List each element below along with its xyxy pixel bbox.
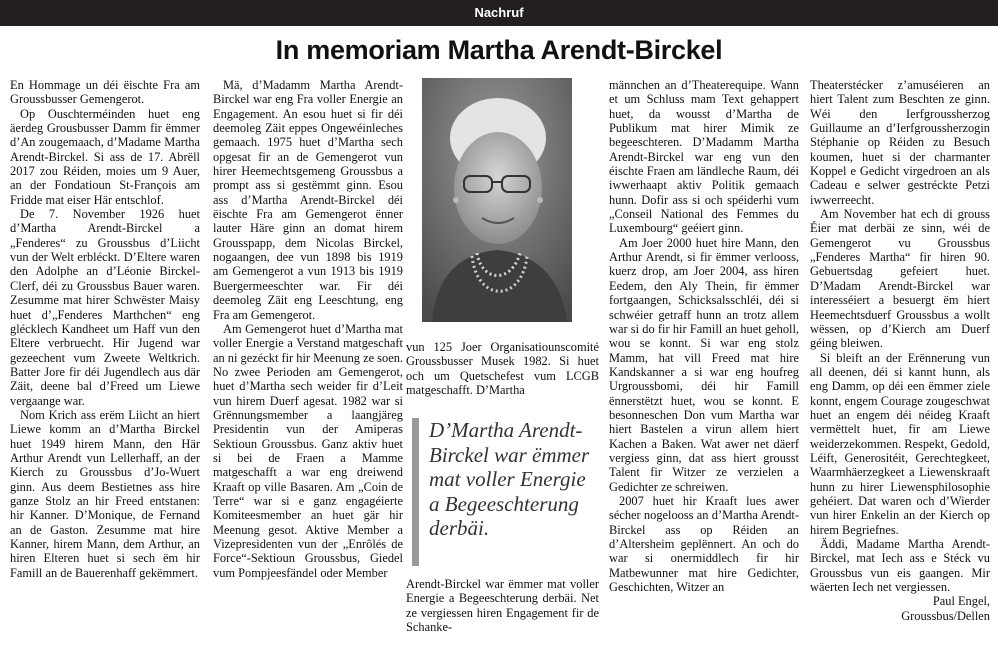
- column-2: [213, 78, 403, 580]
- paragraph: Am November hat ech di grouss Éier mat derbäi ze sinn, wéi de Gemengerot vu Groussbus „Fenderes Martha“ fir hiren 90. Gebuertsdag gefeiert huet. D’Madam Arendt-Birckel war interesséiert a besuergt ëm hiert Heemechtsduerf Groussbus a wollt wëssen, op d’Kierch am Duerf géing bleiwen.: [810, 207, 990, 351]
- paragraph: De 7. November 1926 huet d’Martha Arendt-Birckel a „Fenderes“ zu Groussbus d’Liicht vun der Welt erbléckt. D’Eltere waren den Adolphe an d’Léonie Birckel-Clerf, déi zu Groussbus Bauer waren. Zesumme mat hirer Schwëster Maisy huet d’„Fenderes Marthchen“ eng glécklech Kandheet um Haff vun den Eltere verbruecht. Hir Jugend war gezeechent vum Zweete Weltkrich. Batter Jore fir déi Jugendlech aus där Zäit, deene bal d’Freed um Liewe vergaange war.: [10, 207, 200, 408]
- signature-place: Groussbus/Dellen: [901, 608, 990, 623]
- signature: [810, 594, 990, 623]
- paragraph: Am Joer 2000 huet hire Mann, den Arthur Arendt, si fir ëmmer verlooss, kuerz drop, am Joer 2004, ass hiren Eedem, den Aly Thein, fir ëmmer fortgaangen, Schicksalsschléi, déi si schwéier getraff hunn an trotz allem war si do fir hir Famill an huet geholl, wou se konnt. Si war eng stolz Mamm, hat vill Freed mat hire Kandskanner a si war eng houfreg Urgroussbomi, déi hir Famill ënnerstëtzt huet, wou se konnt. E besonneschen Don vum Martha war hiert Bastelen a virun allem hiert Kachen a Baken. Wat awer net däerf vergiess ginn, dat ass hiert grousst Talent fir Witzer ze verzielen a Gedichter ze schreiwen.: [609, 235, 799, 494]
- paragraph: Op Ouschterméinden huet eng äerdeg Grousbusser Damm fir ëmmer d’An zougemaach, d’Madame Martha Arendt-Birckel. Si ass de 17. Abrëll 2017 zou Réiden, moies um 9 Auer, an der Fondatioun St-François am Fridde mat eiser Här entschlof.: [10, 106, 200, 207]
- signature-name: Paul Engel,: [932, 594, 990, 609]
- paragraph: Si bleift an der Erënnerung vun all deenen, déi si kannt hunn, als eng Damm, op déi een ëmmer ziele konnt, engem Courage zougeschwat huet an engem déi néideg Kraaft vermëttelt huet, fir am Liewe weiderzekommen. Respekt, Gedold, Léift, Generositéit, Gerechtegkeet, Waarmhäerzegkeet a Liewenskraaft hunn zu hirer Liewensphilosophie gehéiert. Dat waren och d’Wierder vun hirer Enkelin an der Kierch op hirem Begriefnes.: [810, 350, 990, 537]
- column-4: [609, 78, 799, 594]
- paragraph: 2007 huet hir Kraaft lues awer sécher nogelooss an d’Martha Arendt-Birckel ass op Réiden an d’Altersheim geplënnert. An och do war si onermiddlech fir hir Matbewunner mat hire Gedichter, Geschichten, Witzer an: [609, 493, 799, 595]
- column-3-top: [406, 340, 599, 397]
- paragraph: vun 125 Joer Organisatiounscomité Groussbusser Musek 1982. Si huet och um Quetschefest vum LCGB matgeschafft. D’Martha: [406, 340, 599, 398]
- paragraph: Am Gemengerot huet d’Martha mat voller Energie a Verstand matgeschaft an ni gezéckt fir hir Meenung ze soen. No zwee Perioden am Gemengerot, huet d’Martha sech weider fir d’Leit vun hirem Duerf agesat. 1982 war si Grënnungsmember a laangjäreg Presidentin vun der Amiperas Sektioun Groussbus. Ganz aktiv huet si bei de Fraen a Mamme matgeschafft a war eng dreiwend Kraaft op ville Basaren. Am „Coin de Terre“ war si e ganz engagéierte Komiteesmember an huet gär hir Meenung gesot. Aktive Member a Vizepresidenten vun der „Enrôlés de Force“-Sektioun Groussbus, Giedel vum Pompjeesfändel oder Member: [213, 321, 403, 580]
- paragraph: Äddi, Madame Martha Arendt-Birckel, mat Iech ass e Stéck vu Groussbus vun eis gaangen. Mir wäerten Iech net vergiessen.: [810, 537, 990, 595]
- column-3-bottom: [406, 577, 599, 634]
- paragraph: En Hommage un déi ëischte Fra am Groussbusser Gemengerot.: [10, 78, 200, 107]
- paragraph: Theaterstécker z’amuséieren an hiert Talent zum Beschten ze ginn. Wéi den Ierfgroussherzog Guillaume an d’Ierfgroussherzogin Stéphanie op Réiden zu Besuch koumen, huet si der charmanter Koppel e Gedicht virgedroen an als Cadeau e selwer gestréckte Petzi iwwerreecht.: [810, 78, 990, 207]
- headline: In memoriam Martha Arendt-Birckel: [275, 35, 723, 65]
- pull-quote: D’Martha Arendt-Birckel war ëmmer mat voller Energie a Begeeschterung derbäi.: [412, 418, 598, 566]
- paragraph: männchen an d’Theaterequipe. Wann et um Schluss mam Text gehappert huet, da wousst d’Martha de Publikum mat hirer Mimik ze begeeschteren. D’Madamm Martha Arendt-Birckel war eng vun den éischte Fraen am ländleche Raum, déi iwwerhaapt aktiv Politik gemaach hunn. Dofir ass si och spéiderhi vum „Conseil National des Femmes du Luxembourg“ geéiert ginn.: [609, 78, 799, 236]
- section-label: Nachruf: [0, 0, 998, 26]
- paragraph: Nom Krich ass erëm Liicht an hiert Liewe komm an d’Martha Birckel huet 1949 hirem Mann, den Här Arthur Arendt vun Lellerhaff, an der Kierch zu Groussbus d’Jo-Wuert ginn. Aus deem Bestietnes ass hire ganze Stolz an hir Freed entstanen: hir Kanner. D’Monique, de Fernand an de Gaston. Zesumme mat hire Kanner, hirem Mann, dem Arthur, an hiren Elteren huet si sech ëm hir Famill an de Bauerenhaff gekëmmert.: [10, 407, 200, 580]
- column-1: [10, 78, 200, 580]
- column-5: [810, 78, 990, 623]
- paragraph: Arendt-Birckel war ëmmer mat voller Energie a Begeeschterung derbäi. Net ze vergiessen hiren Engagement fir de Schanke-: [406, 577, 599, 635]
- paragraph: Mä, d’Madamm Martha Arendt-Birckel war eng Fra voller Energie an Engagement. An esou huet si fir déi deemoleg Zäit eppes Ongewéinleches gemaach. 1975 huet d’Martha sech opgesat fir an de Gemengerot vun hirer Heemechtsgemeng Groussbus a prompt ass si gestëmmt ginn. Esou ass d’Martha Arendt-Birckel déi ëischte Fra am Gemengerot ënner lauter Häre ginn an domat hirem Grousspapp, dem Nicolas Birckel, nogaangen, dee vun 1898 bis 1919 am Gemengerot a vun 1913 bis 1919 Buergermeeschter war. Fir déi deemoleg Zäit eng Leeschtung, eng Fra am Gemengerot.: [213, 78, 403, 322]
- portrait-photo-icon: [422, 78, 572, 322]
